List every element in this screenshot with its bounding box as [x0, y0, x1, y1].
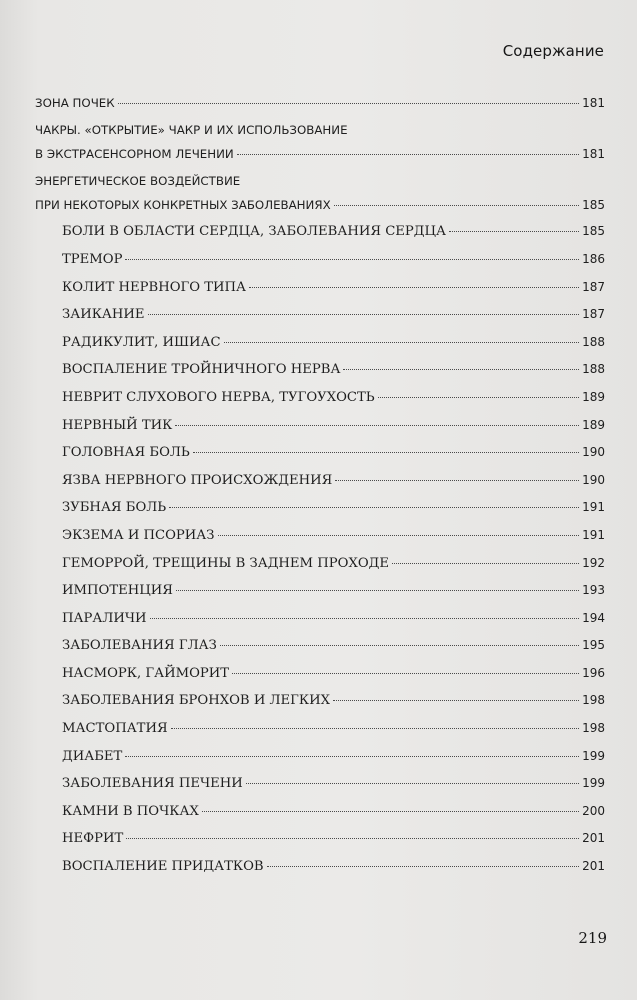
dot-leader — [118, 103, 579, 104]
toc-entry-page: 187 — [582, 279, 605, 294]
toc-entry-title: НЕФРИТ — [62, 831, 124, 847]
dot-leader — [175, 425, 579, 426]
toc-entry-title: РАДИКУЛИТ, ИШИАС — [62, 334, 221, 350]
dot-leader — [218, 535, 580, 536]
dot-leader — [220, 645, 579, 646]
toc-entry-title: ЧАКРЫ. «ОТКРЫТИЕ» ЧАКР И ИХ ИСПОЛЬЗОВАНИЕ — [35, 122, 348, 137]
dot-leader — [148, 314, 580, 315]
toc-entry[interactable] — [35, 252, 605, 280]
table-of-contents — [35, 96, 605, 887]
toc-entry-page: 193 — [582, 583, 605, 598]
dot-leader — [125, 259, 579, 260]
toc-entry[interactable] — [35, 418, 605, 446]
toc-entry-title: ГОЛОВНАЯ БОЛЬ — [62, 445, 190, 461]
toc-entry-page: 198 — [582, 693, 605, 708]
toc-entry[interactable] — [35, 280, 605, 308]
toc-entry-page: 195 — [582, 638, 605, 653]
toc-entry-title: ПРИ НЕКОТОРЫХ КОНКРЕТНЫХ ЗАБОЛЕВАНИЯХ — [35, 197, 331, 212]
dot-leader — [169, 507, 579, 508]
toc-entry-page: 191 — [582, 527, 605, 542]
toc-entry[interactable] — [35, 96, 605, 123]
dot-leader — [334, 205, 579, 206]
toc-entry[interactable] — [35, 500, 605, 528]
toc-entry-page: 194 — [582, 610, 605, 625]
toc-entry-title: НЕВРИТ СЛУХОВОГО НЕРВА, ТУГОУХОСТЬ — [62, 389, 375, 405]
page-number: 219 — [578, 929, 607, 947]
toc-entry[interactable] — [35, 390, 605, 418]
toc-entry-page: 186 — [582, 251, 605, 266]
dot-leader — [224, 342, 579, 343]
toc-entry[interactable] — [35, 473, 605, 501]
toc-entry-page: 189 — [582, 417, 605, 432]
toc-entry-title: ВОСПАЛЕНИЕ ТРОЙНИЧНОГО НЕРВА — [62, 362, 341, 378]
toc-entry-page: 181 — [582, 96, 605, 110]
toc-entry[interactable] — [35, 831, 605, 859]
toc-entry-page: 200 — [582, 803, 605, 818]
toc-entry-page: 192 — [582, 555, 605, 570]
toc-entry[interactable] — [35, 224, 605, 252]
dot-leader — [249, 287, 579, 288]
toc-entry-title: ЗАБОЛЕВАНИЯ БРОНХОВ И ЛЕГКИХ — [62, 693, 330, 709]
dot-leader — [232, 673, 579, 674]
dot-leader — [335, 480, 579, 481]
toc-entry[interactable] — [35, 307, 605, 335]
toc-entry-title: ЗАБОЛЕВАНИЯ ПЕЧЕНИ — [62, 776, 243, 792]
toc-entry-title: КОЛИТ НЕРВНОГО ТИПА — [62, 279, 247, 295]
toc-entry-title: ЯЗВА НЕРВНОГО ПРОИСХОЖДЕНИЯ — [62, 472, 333, 488]
toc-entry-page: 190 — [582, 445, 605, 460]
toc-entry-page: 185 — [582, 197, 605, 212]
dot-leader — [237, 154, 579, 155]
toc-entry-page: 185 — [582, 224, 605, 239]
toc-entry-title: ЗОНА ПОЧЕК — [35, 96, 115, 110]
dot-leader — [150, 618, 580, 619]
toc-entry-page: 190 — [582, 472, 605, 487]
dot-leader — [193, 452, 579, 453]
dot-leader — [171, 728, 579, 729]
dot-leader — [333, 700, 579, 701]
dot-leader — [176, 590, 579, 591]
toc-entry-title: ВОСПАЛЕНИЕ ПРИДАТКОВ — [62, 859, 264, 875]
dot-leader — [125, 756, 579, 757]
toc-entry[interactable] — [35, 528, 605, 556]
dot-leader — [246, 783, 579, 784]
toc-entry-title: ЗУБНАЯ БОЛЬ — [62, 500, 167, 516]
toc-entry-page: 188 — [582, 334, 605, 349]
toc-entry-title: НАСМОРК, ГАЙМОРИТ — [62, 665, 230, 681]
toc-entry-title: ИМПОТЕНЦИЯ — [62, 583, 173, 599]
toc-entry-page: 191 — [582, 500, 605, 515]
toc-entry-title: ГЕМОРРОЙ, ТРЕЩИНЫ В ЗАДНЕМ ПРОХОДЕ — [62, 555, 389, 571]
toc-entry[interactable] — [35, 776, 605, 804]
toc-entry-title: НЕРВНЫЙ ТИК — [62, 417, 173, 433]
toc-entry-title: ЭНЕРГЕТИЧЕСКОЕ ВОЗДЕЙСТВИЕ — [35, 173, 241, 188]
toc-entry[interactable] — [35, 445, 605, 473]
toc-entry-title: ЗАБОЛЕВАНИЯ ГЛАЗ — [62, 638, 217, 654]
toc-entry-title: В ЭКСТРАСЕНСОРНОМ ЛЕЧЕНИИ — [35, 146, 234, 161]
toc-entry[interactable] — [35, 804, 605, 832]
toc-entry-title: ДИАБЕТ — [62, 748, 123, 764]
toc-entry-page: 199 — [582, 776, 605, 791]
toc-entry[interactable] — [35, 556, 605, 584]
toc-entry-title: ЗАИКАНИЕ — [62, 307, 145, 323]
toc-entry-page: 201 — [582, 859, 605, 874]
toc-entry[interactable] — [35, 859, 605, 887]
toc-entry-line1[interactable] — [35, 174, 605, 198]
running-head: Содержание — [502, 42, 604, 60]
toc-entry-page: 199 — [582, 748, 605, 763]
toc-entry-page: 188 — [582, 362, 605, 377]
toc-entry-title: КАМНИ В ПОЧКАХ — [62, 803, 199, 819]
toc-entry-page: 187 — [582, 307, 605, 322]
toc-entry[interactable] — [35, 362, 605, 390]
dot-leader — [449, 231, 579, 232]
toc-entry[interactable] — [35, 749, 605, 777]
toc-entry[interactable] — [35, 666, 605, 694]
dot-leader — [378, 397, 579, 398]
toc-entry[interactable] — [35, 638, 605, 666]
toc-entry[interactable] — [35, 147, 605, 174]
toc-entry-page: 198 — [582, 721, 605, 736]
toc-entry[interactable] — [35, 335, 605, 363]
toc-entry-title: ЭКЗЕМА И ПСОРИАЗ — [62, 527, 215, 543]
toc-entry-page: 181 — [582, 146, 605, 161]
toc-entry-line1[interactable] — [35, 123, 605, 147]
toc-entry-title: МАСТОПАТИЯ — [62, 721, 168, 737]
dot-leader — [202, 811, 579, 812]
toc-entry[interactable] — [35, 721, 605, 749]
toc-entry-page: 196 — [582, 665, 605, 680]
toc-entry-title: ПАРАЛИЧИ — [62, 610, 147, 626]
toc-entry[interactable] — [35, 611, 605, 639]
dot-leader — [126, 838, 579, 839]
dot-leader — [343, 369, 579, 370]
toc-entry-title: БОЛИ В ОБЛАСТИ СЕРДЦА, ЗАБОЛЕВАНИЯ СЕРДЦА — [62, 224, 446, 240]
toc-entry[interactable] — [35, 583, 605, 611]
toc-entry-page: 189 — [582, 389, 605, 404]
toc-entry[interactable] — [35, 693, 605, 721]
toc-entry-title: ТРЕМОР — [62, 251, 123, 267]
toc-entry[interactable] — [35, 198, 605, 225]
toc-entry-page: 201 — [582, 831, 605, 846]
dot-leader — [267, 866, 579, 867]
dot-leader — [392, 563, 579, 564]
